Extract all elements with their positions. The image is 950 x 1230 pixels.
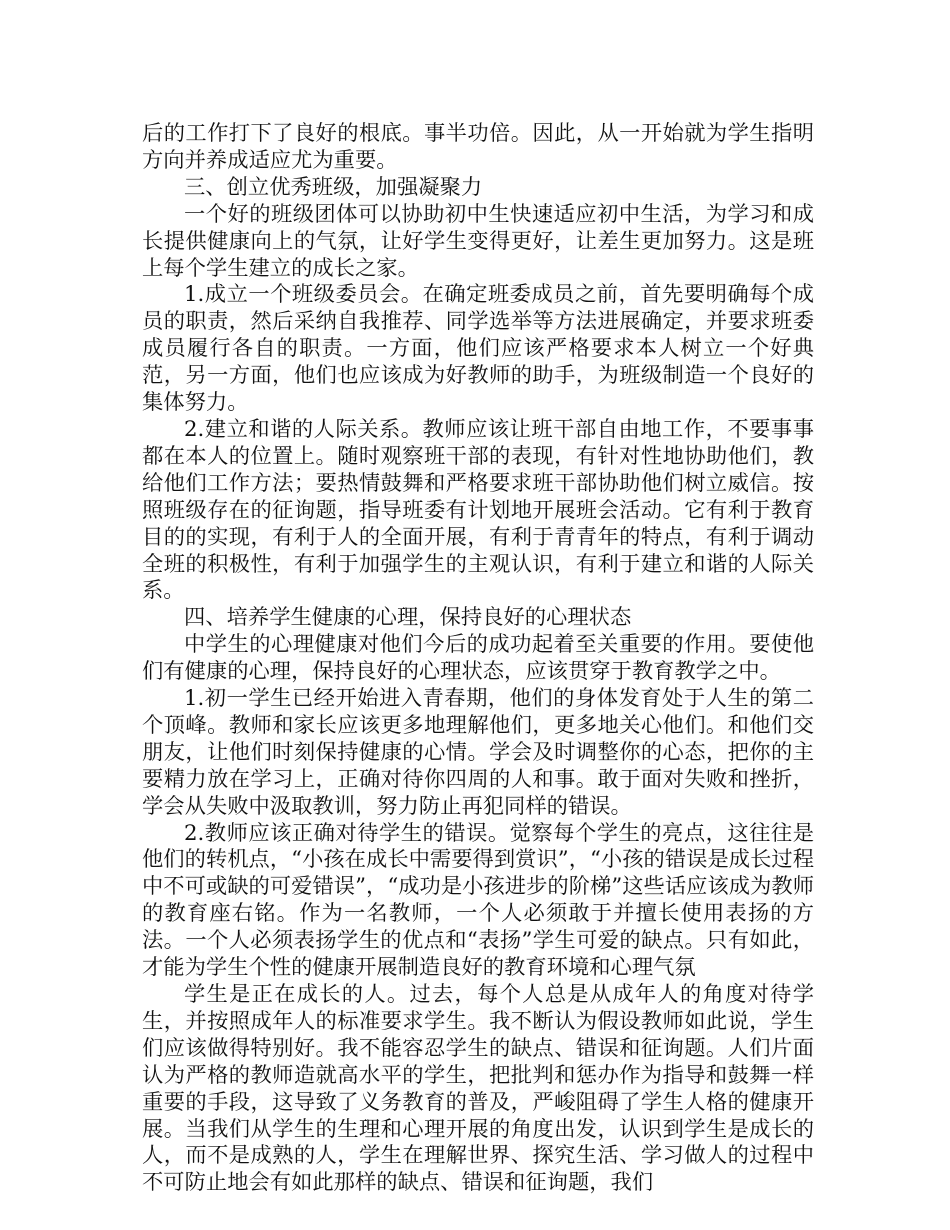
paragraph: 2.教师应该正确对待学生的错误。觉察每个学生的亮点，这往往是他们的转机点，“小孩在成长中需要得到赏识”，“小孩的错误是成长过程中不可或缺的可爱错误”，“成功是小孩进步的阶梯”这些话应该成为教师的教育座右铭。作为一名教师，一个人必须敢于并擅长使用表扬的方法。一个人必须表扬学生的优点和“表扬”学生可爱的缺点。只有如此，才能为学生个性的健康开展制造良好的教育环境和心理气氛 xyxy=(142,820,814,981)
paragraph: 1.初一学生已经开始进入青春期，他们的身体发育处于人生的第二个顶峰。教师和家长应该更多地理解他们，更多地关心他们。和他们交朋友，让他们时刻保持健康的心情。学会及时调整你的心态，把你的主要精力放在学习上，正确对待你四周的人和事。敢于面对失败和挫折，学会从失败中汲取教训，努力防止再犯同样的错误。 xyxy=(142,686,814,819)
paragraph: 三、创立优秀班级，加强凝聚力 xyxy=(184,174,483,200)
paragraph: 1.成立一个班级委员会。在确定班委成员之前，首先要明确每个成员的职责，然后采纳自我推荐、同学选举等方法进展确定，并要求班委成员履行各自的职责。一方面，他们应该严格要求本人树立一个好典范，另一方面，他们也应该成为好教师的助手，为班级制造一个良好的集体努力。 xyxy=(142,282,814,416)
paragraph: 中学生的心理健康对他们今后的成功起着至关重要的作用。要使他们有健康的心理，保持良好的心理状态，应该贯穿于教育教学之中。 xyxy=(142,632,814,685)
paragraph: 2.建立和谐的人际关系。教师应该让班干部自由地工作，不要事事都在本人的位置上。随时观察班干部的表现，有针对性地协助他们，教给他们工作方法；要热情鼓舞和严格要求班干部协助他们树立威信。按照班级存在的征询题，指导班委有计划地开展班会活动。它有利于教育目的的实现，有利于人的全面开展，有利于青青年的特点，有利于调动全班的积极性，有利于加强学生的主观认识，有利于建立和谐的人际关系。 xyxy=(142,416,814,604)
paragraph: 学生是正在成长的人。过去，每个人总是从成年人的角度对待学生，并按照成年人的标准要求学生。我不断认为假设教师如此说，学生们应该做得特别好。我不能容忍学生的缺点、错误和征询题。人们片面认为严格的教师造就高水平的学生，把批判和惩办作为指导和鼓舞一样重要的手段，这导致了义务教育的普及，严峻阻碍了学生人格的健康开展。当我们从学生的生理和心理开展的角度出发，认识到学生是成长的人，而不是成熟的人，学生在理解世界、探究生活、学习做人的过程中不可防止地会有如此那样的缺点、错误和征询题，我们 xyxy=(142,982,814,1196)
paragraph: 后的工作打下了良好的根底。事半功倍。因此，从一开始就为学生指明方向并养成适应尤为重要。 xyxy=(142,121,814,173)
paragraph: 一个好的班级团体可以协助初中生快速适应初中生活，为学习和成长提供健康向上的气氛，让好学生变得更好，让差生更加努力。这是班上每个学生建立的成长之家。 xyxy=(142,201,814,281)
document-body xyxy=(142,121,814,1197)
paragraph: 四、培养学生健康的心理，保持良好的心理状态 xyxy=(184,605,632,631)
